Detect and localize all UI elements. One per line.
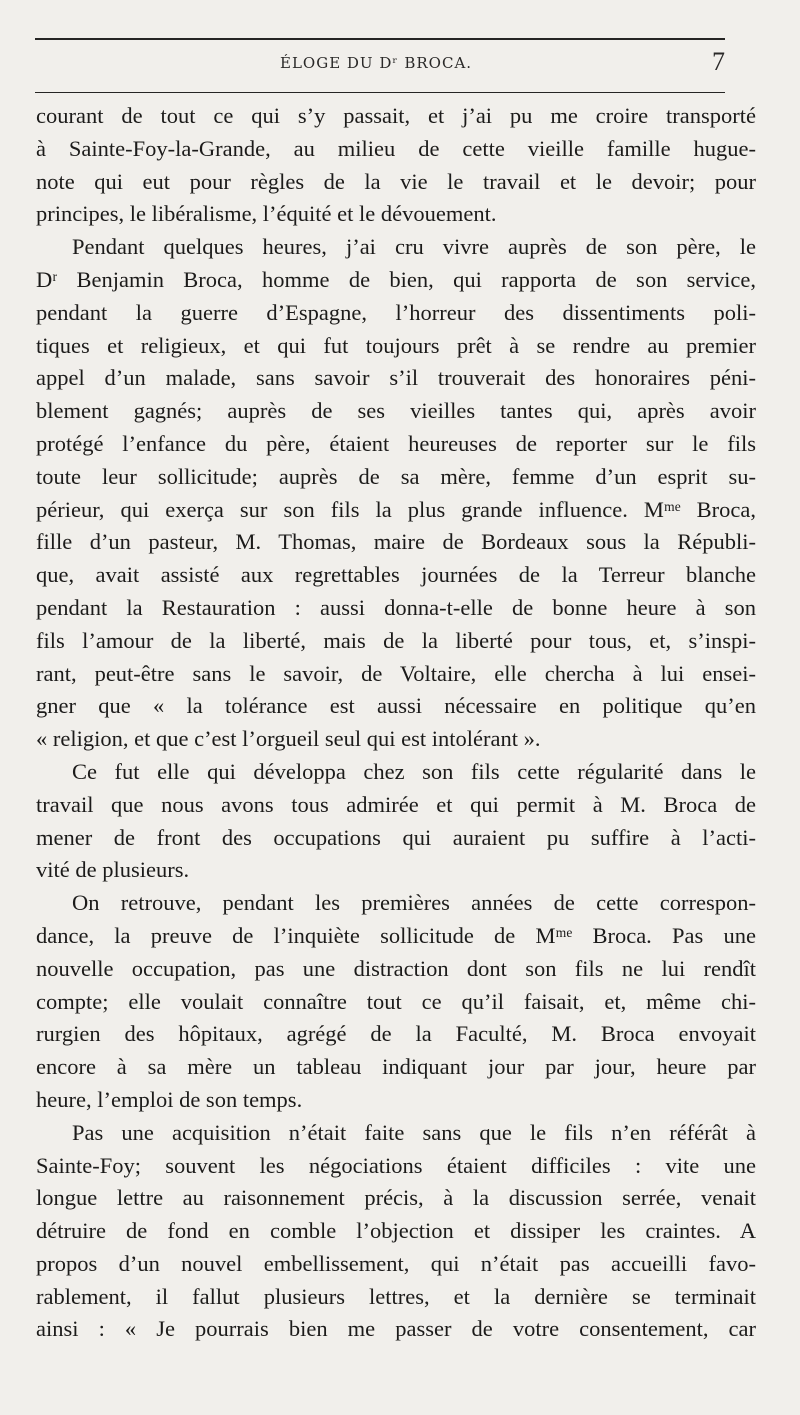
text-line: Pas une acquisition n’était faite sans que le fils n’en référât à [72,1119,756,1145]
header-rule-bottom [35,92,725,93]
text-line: rant, peut-être sans le savoir, de Voltaire, elle chercha à lui ensei- [36,660,756,686]
text-line: « religion, et que c’est l’orgueil seul qui est intolérant ». [36,726,541,752]
text-line: pendant la Restauration : aussi donna-t-elle de bonne heure à son [36,594,756,620]
text-line: fils l’amour de la liberté, mais de la liberté pour tous, et, s’inspi- [36,627,756,653]
text-line: rurgien des hôpitaux, agrégé de la Faculté, M. Broca envoyait [36,1021,756,1047]
text-line: tiques et religieux, et qui fut toujours prêt à se rendre au premier [36,332,756,358]
text-line: détruire de fond en comble l’objection et dissiper les craintes. A [36,1218,756,1244]
text-line: travail que nous avons tous admirée et qui permit à M. Broca de [36,791,756,817]
text-line: courant de tout ce qui s’y passait, et j’ai pu me croire transporté [36,103,756,128]
text-line: périeur, qui exerça sur son fils la plus grande influence. Mᵐᵉ Broca, [36,496,756,522]
text-line: gner que « la tolérance est aussi nécessaire en politique qu’en [36,693,756,719]
text-line: Pendant quelques heures, j’ai cru vivre auprès de son père, le [72,234,756,260]
text-line: Ce fut elle qui développa chez son fils cette régularité dans le [72,758,756,784]
text-line: fille d’un pasteur, M. Thomas, maire de Bordeaux sous la Républi- [36,529,756,555]
text-line: pendant la guerre d’Espagne, l’horreur des dissentiments poli- [36,299,756,325]
text-line: On retrouve, pendant les premières années de cette correspon- [72,890,756,916]
header-rule-top [35,38,725,40]
text-line: Dʳ Benjamin Broca, homme de bien, qui rapporta de son service, [36,266,756,292]
text-line: principes, le libéralisme, l’équité et le dévouement. [36,201,497,227]
running-title: ÉLOGE DU Dʳ BROCA. [280,54,473,72]
text-line: rablement, il fallut plusieurs lettres, et la dernière se terminait [36,1283,756,1309]
text-line: ainsi : « Je pourrais bien me passer de votre consentement, car [36,1316,756,1342]
text-line: blement gagnés; auprès de ses vieilles tantes qui, après avoir [36,398,756,424]
text-line: note qui eut pour règles de la vie le travail et le devoir; pour [36,168,756,194]
text-line: mener de front des occupations qui auraient pu suffire à l’acti- [36,824,756,850]
text-line: encore à sa mère un tableau indiquant jour par jour, heure par [36,1054,756,1080]
text-line: heure, l’emploi de son temps. [36,1086,303,1112]
text-line: longue lettre au raisonnement précis, à la discussion serrée, venait [36,1185,756,1211]
text-line: protégé l’enfance du père, étaient heureuses de reporter sur le fils [36,430,756,456]
page-number: 7 [712,47,725,76]
text-line: compte; elle voulait connaître tout ce qu’il faisait, et, même chi- [36,988,756,1014]
text-line: propos d’un nouvel embellissement, qui n’était pas accueilli favo- [36,1250,756,1276]
text-line: à Sainte-Foy-la-Grande, au milieu de cette vieille famille hugue- [36,135,756,161]
text-line: appel d’un malade, sans savoir s’il trouverait des honoraires péni- [36,365,756,391]
text-line: vité de plusieurs. [36,857,190,883]
text-line: nouvelle occupation, pas une distraction dont son fils ne lui rendît [36,955,756,981]
body-text [36,100,756,1346]
text-line: que, avait assisté aux regrettables journées de la Terreur blanche [36,562,756,588]
text-line: Sainte-Foy; souvent les négociations étaient difficiles : vite une [36,1152,756,1178]
text-line: dance, la preuve de l’inquiète sollicitude de Mᵐᵉ Broca. Pas une [36,922,756,948]
text-line: toute leur sollicitude; auprès de sa mère, femme d’un esprit su- [36,463,756,489]
